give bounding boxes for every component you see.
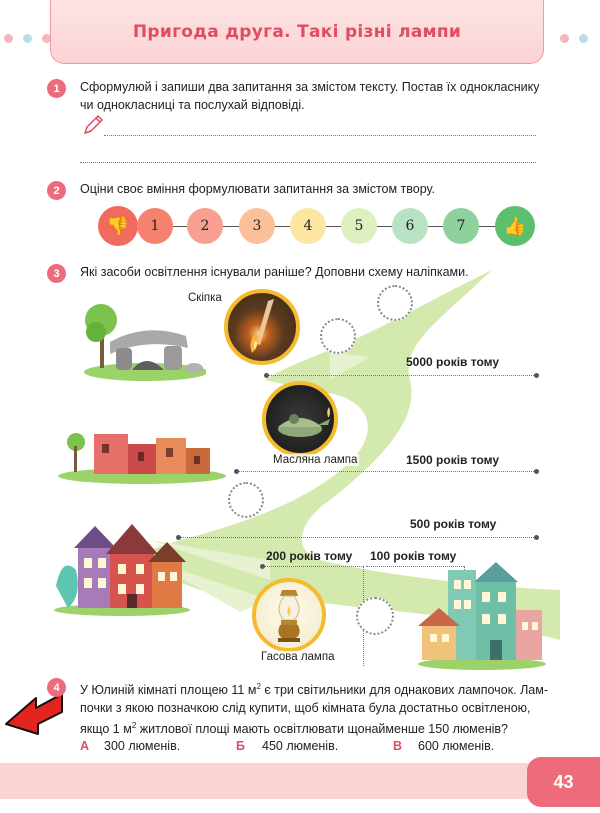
task4-line2: почки з якою позначкою слід купити, щоб кімната була достатньо освітленою, xyxy=(80,701,531,716)
stone-age-scene xyxy=(76,292,206,382)
page-number: 43 xyxy=(553,771,574,792)
rating-option-1[interactable]: 1 xyxy=(137,208,173,244)
years-500: 500 років тому xyxy=(410,517,497,531)
task4-line1 xyxy=(80,678,550,699)
leader-dot xyxy=(264,373,269,378)
sticker-slot-4[interactable] xyxy=(356,597,394,635)
task4-line3 xyxy=(80,717,550,738)
splinter-photo xyxy=(224,289,300,365)
rating-option-7[interactable]: 7 xyxy=(443,208,479,244)
task4-text xyxy=(80,678,550,738)
task1-line2: чи однокласниці та послухай відповіді. xyxy=(80,98,305,112)
splinter-icon xyxy=(228,293,296,361)
gas-lamp-icon xyxy=(256,582,322,648)
answer-text-c[interactable]: 600 люменів. xyxy=(418,739,495,753)
label-gas-lamp: Гасова лампа xyxy=(261,651,335,663)
leader-dot xyxy=(234,469,239,474)
task4-line1-part1: У Юлиній кімнаті площею 11 м xyxy=(80,683,257,698)
rating-option-4[interactable]: 4 xyxy=(290,208,326,244)
task-number-4: 4 xyxy=(47,678,66,697)
superscript-2: 2 xyxy=(256,682,261,691)
task4-line3-part2: житлової площі мають освітлювати щонайменше 150 люменів? xyxy=(136,722,508,737)
task3-text: Які засоби освітлення існували раніше? Доповни схему наліпками. xyxy=(80,265,469,279)
task2-text: Оціни своє вміння формулювати запитання за змістом твору. xyxy=(80,182,436,196)
years-100: 100 років тому xyxy=(370,549,457,563)
years-5000: 5000 років тому xyxy=(406,355,500,369)
task-number-3: 3 xyxy=(47,264,66,283)
page-number-tab xyxy=(527,757,600,807)
task-number-1: 1 xyxy=(47,79,66,98)
sticker-slot-3[interactable] xyxy=(228,482,264,518)
years-200: 200 років тому xyxy=(266,549,353,563)
answer-text-a[interactable]: 300 люменів. xyxy=(104,739,181,753)
leader-200 xyxy=(262,566,362,567)
rating-option-6[interactable]: 6 xyxy=(392,208,428,244)
answer-letter-c[interactable]: В xyxy=(393,739,403,753)
rating-option-3[interactable]: 3 xyxy=(239,208,275,244)
leader-dot xyxy=(534,373,539,378)
sticker-slot-1[interactable] xyxy=(377,285,413,321)
answer-letter-b[interactable]: Б xyxy=(236,739,245,753)
oil-lamp-icon xyxy=(266,385,334,453)
footer-band xyxy=(0,763,600,799)
leader-1500 xyxy=(236,471,538,472)
rating-option-2[interactable]: 2 xyxy=(187,208,223,244)
thumbs-down-icon[interactable]: 👎 xyxy=(98,206,138,246)
task4-line3-part1: якщо 1 м xyxy=(80,722,132,737)
answer-letter-a[interactable]: А xyxy=(80,739,90,753)
leader-dot xyxy=(260,564,265,569)
sticker-slot-2[interactable] xyxy=(320,318,356,354)
leader-500 xyxy=(178,537,538,538)
gas-lamp-photo xyxy=(252,578,326,652)
answer-text-b[interactable]: 450 люменів. xyxy=(262,739,339,753)
rating-option-5[interactable]: 5 xyxy=(341,208,377,244)
modern-houses-scene xyxy=(418,560,546,670)
oil-lamp-photo xyxy=(262,381,338,457)
page-title: Пригода друга. Такі різні лампи xyxy=(132,21,462,42)
years-1500: 1500 років тому xyxy=(406,453,500,467)
leader-dot xyxy=(534,469,539,474)
label-splinter: Скіпка xyxy=(188,292,222,304)
leader-5000 xyxy=(266,375,538,376)
arrow-pointer-icon xyxy=(2,690,66,738)
superscript-2: 2 xyxy=(131,721,137,731)
thumbs-up-icon[interactable]: 👍 xyxy=(495,206,535,246)
label-oil-lamp: Масляна лампа xyxy=(273,454,358,466)
old-houses-scene xyxy=(52,516,192,616)
ancient-town-scene xyxy=(54,420,230,484)
task4-line1-part2: є три світильники для однакових лампочок. Лам- xyxy=(260,683,548,698)
leader-dot xyxy=(534,535,539,540)
task-number-2: 2 xyxy=(47,181,66,200)
task1-line1: Сформулюй і запиши два запитання за змістом тексту. Постав їх однокласнику xyxy=(80,80,540,94)
